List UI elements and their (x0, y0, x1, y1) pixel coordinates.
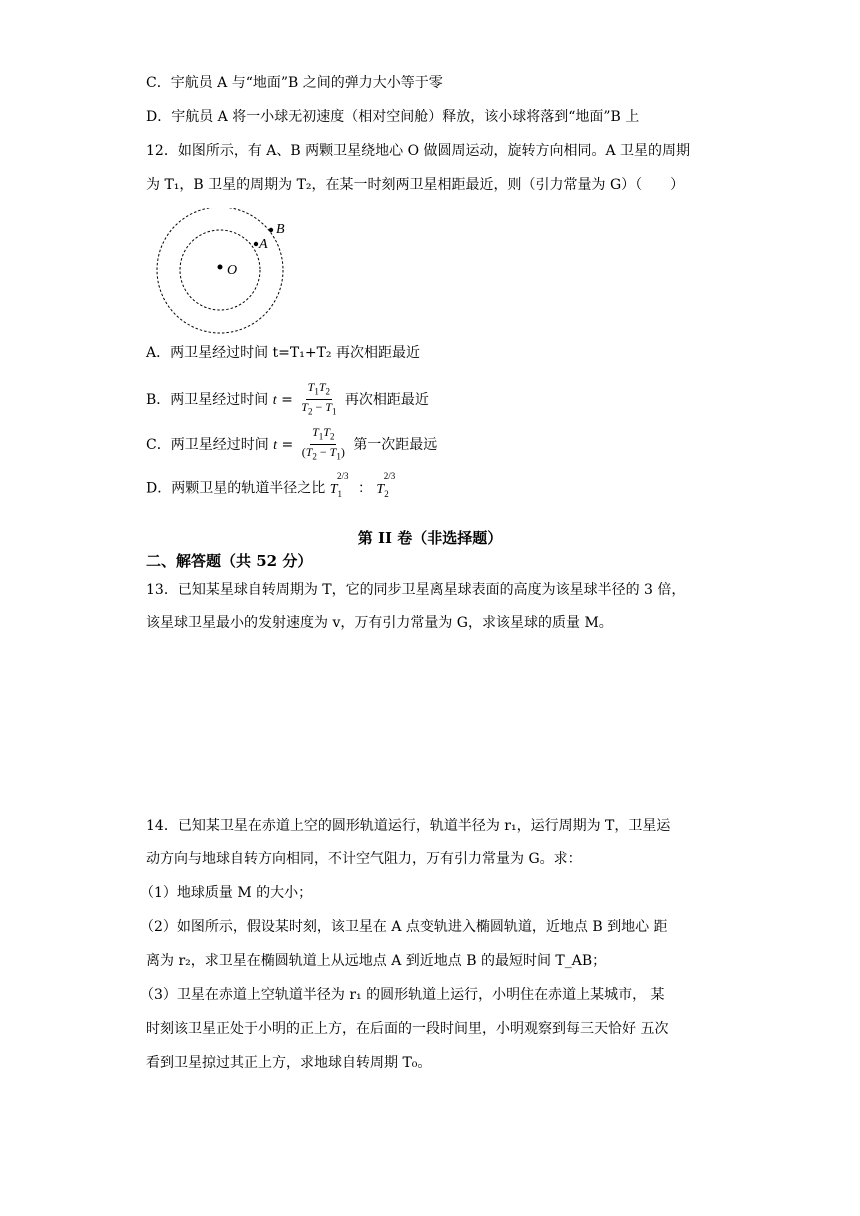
section-part-heading: 二、解答题（共 52 分） (146, 552, 313, 570)
q11-option-d: D．宇航员 A 将一小球无初速度（相对空间舱）释放，该小球将落到“地面”B 上 (146, 109, 640, 125)
satellite-a-dot (254, 242, 258, 246)
q14-line6: （3）卫星在赤道上空轨道半径为 r₁ 的圆形轨道上运行，小明住在赤道上某城市， 某 (140, 987, 665, 1003)
q12-stem-line2: 为 T₁，B 卫星的周期为 T₂，在某一时刻两卫星相距最近，则（引力常量为 G）（ ） (146, 177, 685, 193)
q14-line1: 14．已知某卫星在赤道上空的圆形轨道运行，轨道半径为 r₁，运行周期为 T，卫星运 (146, 818, 671, 834)
q12-option-c: C．两卫星经过时间 t = $\frac{T_1T_2}{(T_2 - T_1)}$ 第一次距最远 (146, 425, 437, 465)
q12-option-b-suffix: 再次相距最近 (344, 391, 429, 408)
section-title: 第 II 卷（非选择题） (357, 529, 503, 547)
q12-option-d-separator: ： (357, 480, 372, 497)
q12-option-b: B．两卫星经过时间 t = $\frac{T_1T_2}{T_2 - T_1}$ 再次相距最近 (146, 380, 429, 420)
label-b: B (276, 222, 285, 237)
q13-line1: 13．已知某星球自转周期为 T，它的同步卫星离星球表面的高度为该星球半径的 3 倍， (146, 582, 686, 598)
q14-line5: 离为 r₂，求卫星在椭圆轨道上从远地点 A 到近地点 B 的最短时间 T_AB； (146, 953, 607, 969)
label-o: O (227, 263, 238, 278)
q12-option-c-prefix: C．两卫星经过时间 (146, 436, 269, 453)
q12-option-d-prefix: D．两颗卫星的轨道半径之比 (146, 480, 326, 497)
center-point-o (218, 265, 223, 270)
q14-line2: 动方向与地球自转方向相同，不计空气阻力，万有引力常量为 G。求： (146, 851, 582, 867)
q13-line2: 该星球卫星最小的发射速度为 v，万有引力常量为 G，求该星球的质量 M。 (146, 615, 613, 631)
q14-line7: 时刻该卫星正处于小明的正上方，在后面的一段时间里，小明观察到每三天恰好 五次 (146, 1021, 669, 1037)
label-a: A (259, 237, 268, 252)
satellite-b-dot (269, 228, 273, 232)
q14-line4: （2）如图所示，假设某时刻，该卫星在 A 点变轨进入椭圆轨道，近地点 B 到地心 距 (140, 919, 668, 935)
q12-orbit-figure (150, 208, 290, 334)
q14-line3: （1）地球质量 M 的大小； (140, 885, 313, 901)
inner-orbit (180, 230, 260, 310)
fraction-c: $\frac{T_1T_2}{(T_2 - T_1)}$ (301, 425, 345, 462)
q14-line8: 看到卫星掠过其正上方，求地球自转周期 T₀。 (146, 1055, 432, 1071)
q12-option-c-suffix: 第一次距最远 (353, 436, 438, 453)
q12-stem-line1: 12．如图所示，有 A、B 两颗卫星绕地心 O 做圆周运动，旋转方向相同。A 卫星的周期 (146, 143, 691, 159)
fraction-b: $\frac{T_1T_2}{T_2 - T_1}$ (301, 380, 337, 417)
q12-option-b-prefix: B．两卫星经过时间 (146, 391, 269, 408)
outer-orbit (157, 208, 283, 333)
q11-option-c: C．宇航员 A 与“地面”B 之间的弹力大小等于零 (146, 75, 443, 91)
q12-option-d: D．两颗卫星的轨道半径之比 $T_1^{2/3}$ ： $T_2^{2/3}$ (146, 471, 396, 499)
q12-option-a: A．两卫星经过时间 t=T₁+T₂ 再次相距最近 (146, 345, 420, 361)
